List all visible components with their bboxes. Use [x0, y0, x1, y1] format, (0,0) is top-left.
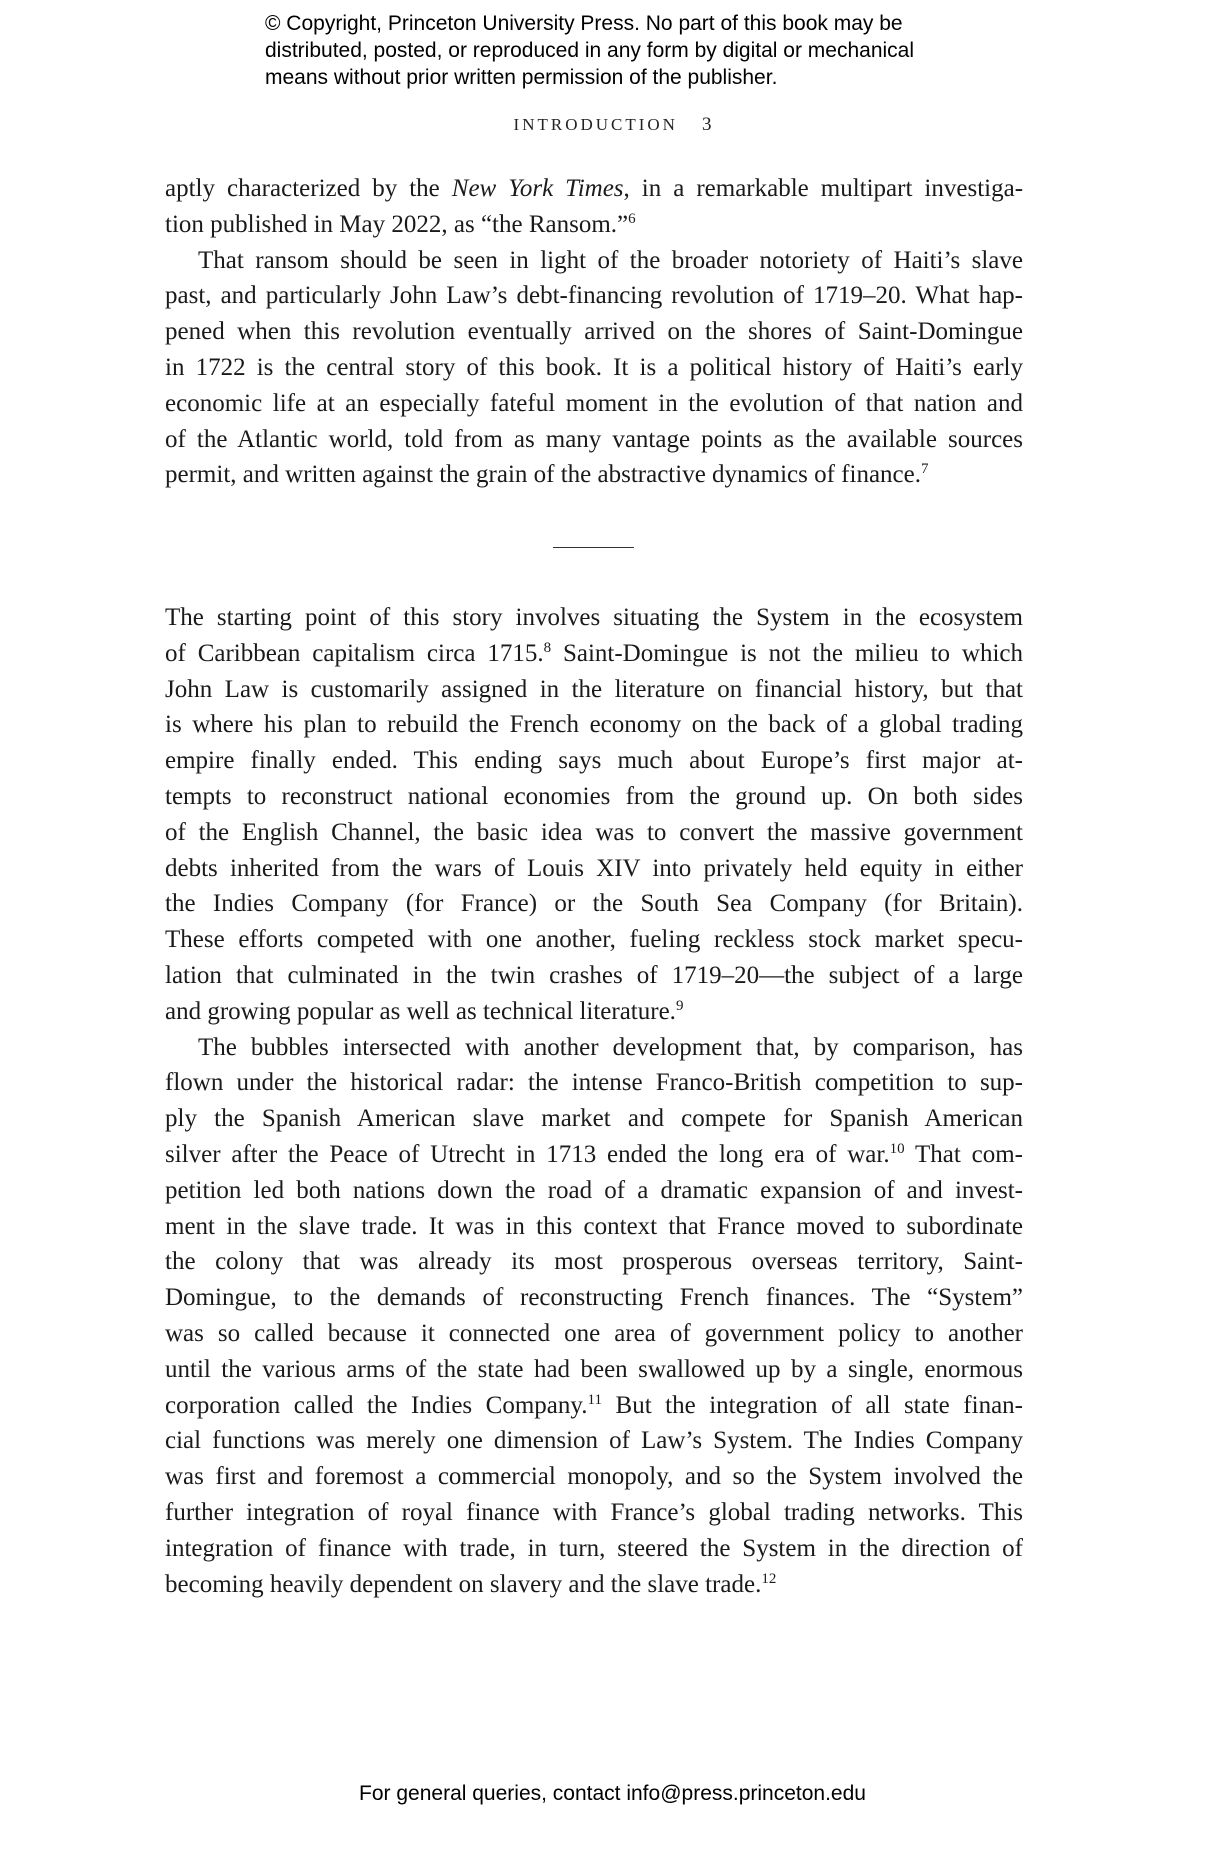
text-line [165, 457, 1023, 493]
text-run: and growing popular as well as technical literature. [165, 997, 676, 1025]
running-head-title: INTRODUCTION [513, 115, 678, 134]
text-run: Saint-Domingue is not the milieu to which [551, 639, 1024, 667]
text-line [165, 207, 1023, 243]
text-run: economic life at an especially fateful moment in the evolution of that nation and [165, 389, 1023, 417]
text-line [165, 1065, 1023, 1101]
text-line [165, 1244, 1023, 1280]
text-line [165, 600, 1023, 636]
text-run: ment in the slave trade. It was in this context that France moved to subordinate [165, 1212, 1023, 1240]
text-run: of the Atlantic world, told from as many vantage points as the available sources [165, 425, 1023, 453]
text-run: of Caribbean capitalism circa 1715. [165, 639, 544, 667]
footnote-ref: 12 [761, 1570, 777, 1587]
text-run: tion published in May 2022, as “the Ransom.” [165, 210, 629, 238]
footnote-ref: 7 [920, 461, 929, 478]
text-run: until the various arms of the state had been swallowed up by a single, enormous [165, 1355, 1023, 1383]
text-line [165, 779, 1023, 815]
text-line [165, 1280, 1023, 1316]
footer-contact: For general queries, contact info@press.princeton.edu [359, 1782, 866, 1805]
text-line [165, 743, 1023, 779]
footnote-ref: 10 [889, 1140, 905, 1157]
text-run: tempts to reconstruct national economies from the ground up. On both sides [165, 782, 1023, 810]
copyright-notice [265, 10, 1025, 91]
text-line [165, 636, 1023, 672]
text-run: aptly characterized by the [165, 175, 452, 202]
text-line [165, 422, 1023, 458]
text-run: pened when this revolution eventually arrived on the shores of Saint-Domingue [165, 318, 1023, 346]
text-line [165, 1459, 1023, 1495]
text-line [165, 314, 1023, 350]
text-run: , in a remarkable multipart investiga- [623, 175, 1024, 202]
text-line [165, 350, 1023, 386]
text-run: is where his plan to rebuild the French economy on the back of a global trading [165, 711, 1023, 739]
text-run: the Indies Company (for France) or the South Sea Company (for Britain). [165, 890, 1023, 918]
text-run: of the English Channel, the basic idea was to convert the massive government [165, 818, 1023, 846]
text-line [165, 1388, 1023, 1424]
text-run: integration of finance with trade, in turn, steered the System in the direction of [165, 1534, 1023, 1562]
text-run: was first and foremost a commercial monopoly, and so the System involved the [165, 1463, 1023, 1491]
text-run: in 1722 is the central story of this book. It is a political history of Haiti’s early [165, 353, 1023, 381]
text-run: Domingue, to the demands of reconstructing French finances. The “System” [165, 1284, 1023, 1312]
text-run: permit, and written against the grain of the abstractive dynamics of finance. [165, 461, 921, 489]
footnote-ref: 6 [628, 210, 636, 227]
text-line [165, 886, 1023, 922]
text-run: That com- [904, 1140, 1024, 1168]
text-line [165, 1495, 1023, 1531]
page-number: 3 [701, 114, 712, 135]
running-head [0, 114, 1225, 136]
text-run: But the integration of all state finan- [601, 1391, 1023, 1419]
text-run: flown under the historical radar: the intense Franco-British competition to sup- [165, 1069, 1023, 1097]
text-line [165, 243, 1023, 279]
text-line [165, 386, 1023, 422]
text-run: corporation called the Indies Company. [165, 1391, 588, 1419]
text-run: further integration of royal finance with France’s global trading networks. This [165, 1498, 1023, 1526]
text-line [165, 958, 1023, 994]
text-run: These efforts competed with one another, fueling reckless stock market specu- [165, 926, 1023, 954]
text-run: That ransom should be seen in light of the broader notoriety of Haiti’s slave [198, 246, 1023, 274]
copyright-line: means without prior written permission of the publisher. [265, 66, 778, 89]
footnote-ref: 8 [543, 639, 552, 656]
text-run: ply the Spanish American slave market and compete for Spanish American [165, 1105, 1023, 1133]
text-run: was so called because it connected one area of government policy to another [165, 1319, 1023, 1347]
text-line [165, 1137, 1023, 1173]
copyright-line: distributed, posted, or reproduced in any form by digital or mechanical [265, 39, 915, 62]
text-run: lation that culminated in the twin crashes of 1719–20—the subject of a large [165, 961, 1023, 989]
text-run: The starting point of this story involves situating the System in the ecosystem [165, 604, 1023, 631]
text-run: The bubbles intersected with another development that, by comparison, has [198, 1033, 1023, 1061]
text-line [165, 851, 1023, 887]
italic-title: New York Times [451, 175, 624, 202]
footnote-ref: 9 [675, 997, 684, 1014]
text-line [165, 1567, 1023, 1603]
section-separator [553, 547, 634, 548]
text-run: past, and particularly John Law’s debt-financing revolution of 1719–20. What hap- [165, 282, 1023, 310]
text-line [165, 707, 1023, 743]
text-line [165, 672, 1023, 708]
copyright-line: © Copyright, Princeton University Press. No part of this book may be [265, 12, 903, 35]
text-line [165, 922, 1023, 958]
text-run: John Law is customarily assigned in the literature on financial history, but that [165, 675, 1023, 703]
text-run: the colony that was already its most prosperous overseas territory, Saint- [165, 1248, 1023, 1276]
text-run: cial functions was merely one dimension of Law’s System. The Indies Company [165, 1427, 1023, 1455]
text-line [165, 1030, 1023, 1066]
text-line [165, 171, 1023, 207]
text-line [165, 1209, 1023, 1245]
text-run: silver after the Peace of Utrecht in 1713 ended the long era of war. [165, 1140, 890, 1168]
section-1-text [165, 171, 1023, 493]
text-run: empire finally ended. This ending says much about Europe’s first major at- [165, 747, 1023, 775]
text-line [165, 1352, 1023, 1388]
text-run: becoming heavily dependent on slavery and the slave trade. [165, 1570, 762, 1598]
text-line [165, 1531, 1023, 1567]
text-line [165, 278, 1023, 314]
text-line [165, 1101, 1023, 1137]
text-run: debts inherited from the wars of Louis XIV into privately held equity in either [165, 854, 1023, 882]
text-line [165, 994, 1023, 1030]
text-run: petition led both nations down the road of a dramatic expansion of and invest- [165, 1176, 1023, 1204]
section-2-text [165, 600, 1023, 1602]
text-line [165, 815, 1023, 851]
text-line [165, 1173, 1023, 1209]
footnote-ref: 11 [587, 1391, 602, 1408]
text-line [165, 1423, 1023, 1459]
text-line [165, 1316, 1023, 1352]
